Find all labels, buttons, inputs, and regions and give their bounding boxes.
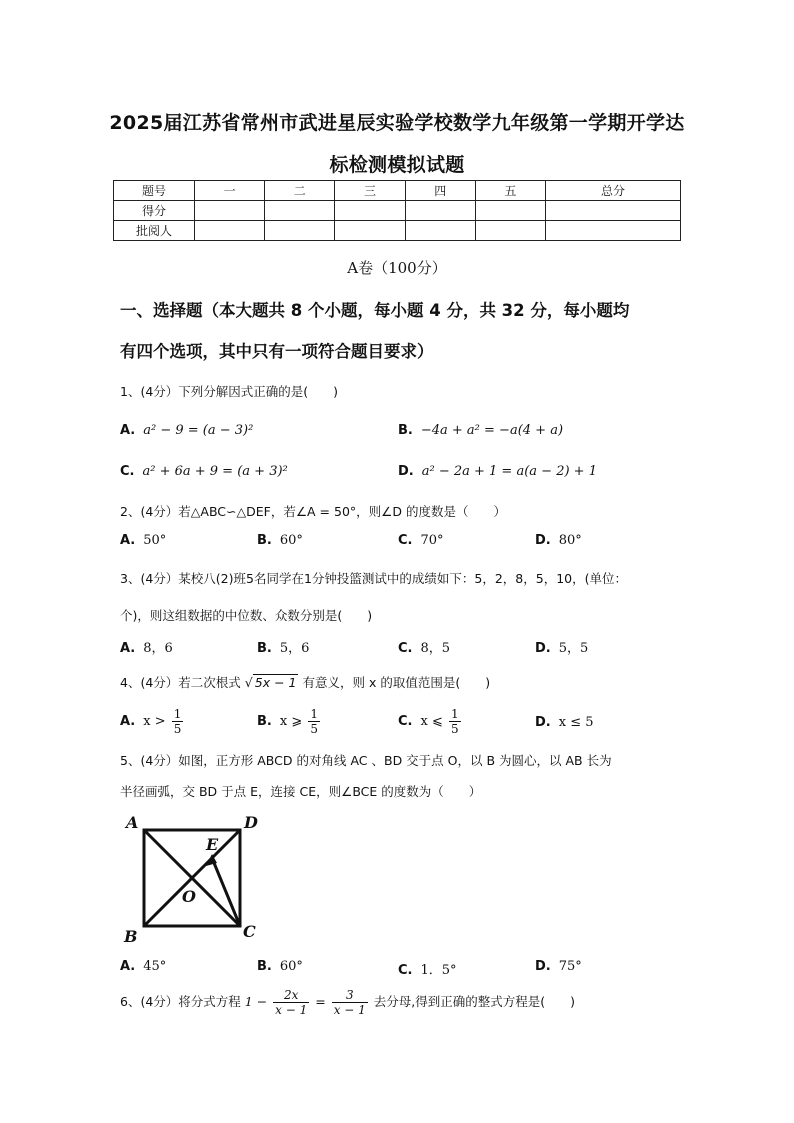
- score-table: [113, 180, 681, 241]
- q1-option-c[interactable]: [120, 464, 288, 479]
- score-cell: [475, 221, 545, 241]
- part1-heading-line-2: 有四个选项，其中只有一项符合题目要求）: [120, 342, 434, 361]
- q4-option-a[interactable]: [120, 707, 185, 736]
- q2-option-d[interactable]: [535, 533, 582, 548]
- q4-option-d[interactable]: [535, 715, 594, 730]
- q4-option-c[interactable]: [398, 707, 463, 736]
- q5-option-c[interactable]: [398, 959, 457, 978]
- exam-title-line-2: 标检测模拟试题: [329, 154, 465, 176]
- q5-stem-line-2: 半径画弧，交 BD 于点 E，连接 CE，则∠BCE 的度数为（ ）: [120, 784, 482, 799]
- option-text: a² − 9 = (a − 3)²: [143, 423, 254, 438]
- segment-ce: [212, 858, 240, 926]
- score-row-label: 批阅人: [114, 221, 195, 241]
- fraction-numerator: 1: [310, 707, 318, 721]
- option-text: 8，6: [143, 641, 173, 656]
- q3-option-d[interactable]: [535, 637, 588, 656]
- score-header-cell: 三: [335, 181, 405, 201]
- q2-option-b[interactable]: [257, 533, 303, 548]
- q2-option-c[interactable]: [398, 533, 444, 548]
- option-label: A.: [120, 423, 136, 438]
- option-label: D.: [535, 641, 551, 656]
- option-text: a² − 2a + 1 = a(a − 2) + 1: [421, 464, 597, 479]
- q1-option-b[interactable]: [398, 423, 563, 438]
- option-text: x ⩾: [279, 714, 303, 729]
- fraction-numerator: 3: [332, 988, 368, 1003]
- option-text: 5，5: [558, 641, 589, 656]
- option-label: C.: [120, 464, 135, 479]
- score-cell: [195, 201, 265, 221]
- q2-option-a[interactable]: [120, 533, 166, 548]
- square-diagram: [118, 810, 278, 950]
- score-cell: [475, 201, 545, 221]
- fraction-numerator: 2x: [273, 988, 309, 1003]
- option-text: x ≤ 5: [558, 715, 594, 730]
- exam-title-line-1: 2025届江苏省常州市武进星辰实验学校数学九年级第一学期开学达: [109, 112, 685, 134]
- q4-stem-post: 有意义，则 x 的取值范围是( ): [302, 675, 491, 690]
- fraction: [449, 707, 461, 736]
- vertex-label-c: C: [243, 922, 256, 941]
- option-label: A.: [120, 641, 136, 656]
- option-label: B.: [257, 641, 272, 656]
- q1-stem: 1、(4分）下列分解因式正确的是( ): [120, 384, 339, 399]
- score-header-cell: 五: [475, 181, 545, 201]
- q6-stem-post: 去分母,得到正确的整式方程是( ): [373, 994, 576, 1009]
- option-label: D.: [535, 533, 551, 548]
- q4-stem-pre: 4、(4分）若二次根式: [120, 675, 241, 690]
- q6-stem: [120, 988, 575, 1017]
- option-text: x >: [143, 714, 166, 729]
- fraction-denominator: 5: [450, 722, 459, 736]
- q4-radicand: 5x − 1: [254, 675, 297, 690]
- equals-sign: =: [315, 994, 326, 1009]
- q2-stem: 2、(4分）若△ABC∽△DEF，若∠A = 50°，则∠D 的度数是（ ）: [120, 504, 506, 519]
- fraction-denominator: x − 1: [275, 1003, 308, 1017]
- option-label: A.: [120, 714, 136, 729]
- option-label: D.: [535, 959, 551, 974]
- option-text: 75°: [558, 959, 582, 974]
- option-label: A.: [120, 959, 136, 974]
- option-label: B.: [398, 423, 413, 438]
- option-text: a² + 6a + 9 = (a + 3)²: [142, 464, 288, 479]
- q3-stem-line-1: 3、(4分）某校八(2)班5名同学在1分钟投篮测试中的成绩如下：5，2，8，5，10，(单位：: [120, 571, 627, 586]
- score-cell: [335, 201, 405, 221]
- option-text: x ⩽: [420, 714, 443, 729]
- q1-option-d[interactable]: [398, 464, 597, 479]
- q1-option-a[interactable]: [120, 423, 253, 438]
- option-label: C.: [398, 533, 413, 548]
- score-cell: [265, 221, 335, 241]
- q5-stem-line-1: 5、(4分）如图，正方形 ABCD 的对角线 AC 、BD 交于点 O，以 B 为圆心，以 AB 长为: [120, 753, 612, 768]
- q6-stem-pre: 6、(4分）将分式方程: [120, 994, 241, 1009]
- fraction: [332, 988, 368, 1017]
- fraction-numerator: 1: [450, 707, 459, 721]
- option-label: C.: [398, 641, 413, 656]
- score-header-cell: 二: [265, 181, 335, 201]
- point-label-o: O: [182, 887, 196, 906]
- option-label: D.: [398, 464, 414, 479]
- score-cell: [546, 221, 681, 241]
- fraction-denominator: 5: [310, 722, 318, 736]
- q3-option-c[interactable]: [398, 637, 450, 656]
- score-cell: [546, 201, 681, 221]
- score-cell: [265, 201, 335, 221]
- q5-option-d[interactable]: [535, 959, 582, 974]
- q6-one-minus: 1 −: [244, 994, 268, 1009]
- option-text: 70°: [420, 533, 444, 548]
- option-label: A.: [120, 533, 136, 548]
- score-cell: [195, 221, 265, 241]
- fraction-numerator: 1: [173, 707, 182, 721]
- section-a-heading: A卷（100分）: [347, 259, 447, 277]
- q4-stem: [120, 673, 490, 691]
- score-table-header-row: [114, 181, 681, 201]
- part1-heading-line-1: 一、选择题（本大题共 8 个小题，每小题 4 分，共 32 分，每小题均: [120, 301, 630, 320]
- option-text: 80°: [558, 533, 582, 548]
- score-cell: [405, 201, 475, 221]
- option-label: C.: [398, 963, 413, 978]
- vertex-label-a: A: [126, 813, 139, 832]
- fraction: [172, 707, 184, 736]
- fraction: [308, 707, 320, 736]
- option-text: 50°: [143, 533, 167, 548]
- option-label: C.: [398, 714, 413, 729]
- fraction-denominator: x − 1: [333, 1003, 366, 1017]
- option-text: 45°: [143, 959, 167, 974]
- option-text: −4a + a² = −a(4 + a): [420, 423, 564, 438]
- q5-option-b[interactable]: [257, 959, 303, 974]
- option-text: 8，5: [420, 641, 451, 656]
- option-label: B.: [257, 533, 272, 548]
- score-header-cell: 一: [195, 181, 265, 201]
- option-text: 60°: [279, 959, 303, 974]
- score-header-cell: 四: [405, 181, 475, 201]
- option-text: 1．5°: [420, 963, 457, 978]
- option-label: D.: [535, 715, 551, 730]
- option-text: 5，6: [279, 641, 310, 656]
- vertex-label-b: B: [124, 927, 138, 946]
- vertex-label-d: D: [244, 813, 258, 832]
- score-header-cell: 题号: [114, 181, 195, 201]
- option-label: B.: [257, 959, 272, 974]
- option-label: B.: [257, 714, 272, 729]
- score-cell: [335, 221, 405, 241]
- point-label-e: E: [206, 835, 219, 854]
- q4-option-b[interactable]: [257, 707, 322, 736]
- fraction: [273, 988, 309, 1017]
- q3-option-b[interactable]: [257, 637, 309, 656]
- fraction-denominator: 5: [173, 722, 182, 736]
- score-header-cell: 总分: [546, 181, 681, 201]
- score-table-row: [114, 201, 681, 221]
- q3-option-a[interactable]: [120, 637, 173, 656]
- q5-option-a[interactable]: [120, 959, 166, 974]
- sqrt-sign: √: [244, 675, 253, 690]
- q3-stem-line-2: 个)，则这组数据的中位数、众数分别是( ): [120, 608, 373, 623]
- score-cell: [405, 221, 475, 241]
- score-table-row: [114, 221, 681, 241]
- score-row-label: 得分: [114, 201, 195, 221]
- option-text: 60°: [279, 533, 303, 548]
